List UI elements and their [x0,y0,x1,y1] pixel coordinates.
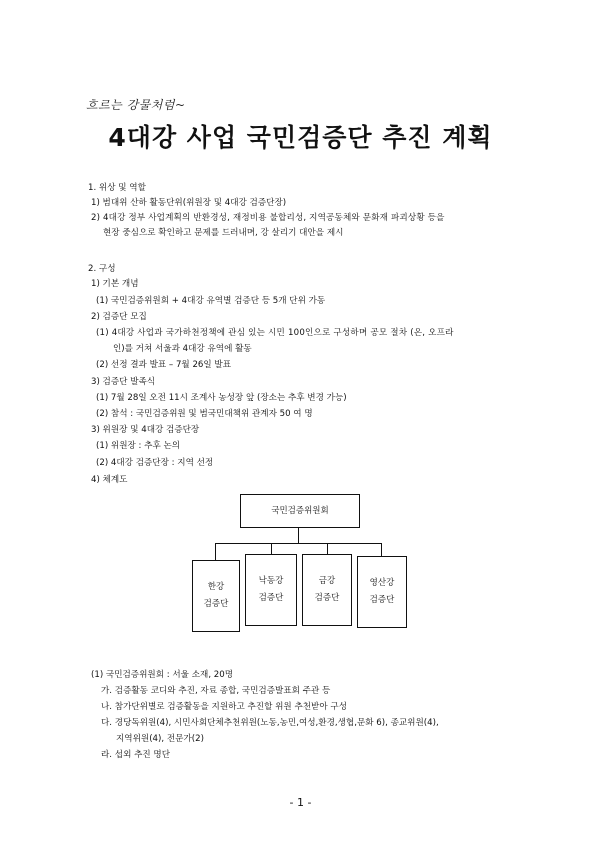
section-2-line: 인)를 거쳐 서울과 4대강 유역에 활동 [113,344,252,354]
org-child-suffix: 검증단 [203,599,229,609]
org-connector [327,543,328,554]
org-child-name: 금강 [318,576,336,586]
org-child-name: 한강 [207,582,225,592]
section-2-line: (2) 참석 : 국민검증위원 및 범국민대책위 관계자 50 여 명 [96,409,313,419]
committee-line: 라. 섭외 추진 명단 [101,750,171,760]
section-2-line: 4) 체계도 [91,475,128,485]
section-2-line: (1) 위원장 : 추후 논의 [96,441,181,451]
org-child-box [245,554,297,626]
org-child-suffix: 검증단 [369,595,395,605]
org-child-box [302,554,352,626]
committee-line: 다. 경당독위원(4), 시민사회단체추천위원(노동,농민,여성,환경,생협,문화 6), 종교위원(4), [101,718,439,728]
org-connector [381,543,382,556]
org-connector [215,543,216,560]
org-child-suffix: 검증단 [314,593,340,603]
section-2-line: 3) 위원장 및 4대강 검증단장 [91,425,200,435]
section-2-line: (1) 4대강 사업과 국가하천정책에 관심 있는 시민 100인으로 구성하며 공모 절차 (온, 오프라 [96,328,454,338]
committee-line: 나. 참가단위별로 검증활동을 지원하고 추진할 위원 추천받아 구성 [101,702,347,712]
page-title: 4대강 사업 국민검증단 추진 계획 [108,123,493,152]
org-child-suffix: 검증단 [258,593,284,603]
committee-line: (1) 국민검증위원회 : 서울 소재, 20명 [91,670,234,680]
org-root-box [240,494,360,528]
section-2-line: 2) 검증단 모집 [91,312,147,322]
section-2-heading: 2. 구성 [88,264,116,274]
section-1-item: 현장 중심으로 확인하고 문제를 드러내며, 강 살리기 대안을 제시 [103,228,344,238]
section-2-line: (1) 국민검증위원회 + 4대강 유역별 검증단 등 5개 단위 가동 [96,296,326,306]
section-2-line: (1) 7월 28일 오전 11시 조계사 농성장 앞 (장소는 추후 변경 가능) [96,393,347,403]
org-connector [298,527,299,543]
page-number: - 1 - [289,796,312,809]
committee-line: 가. 검증활동 코디와 추진, 자료 종합, 국민검증발표회 주관 등 [101,686,331,696]
org-child-name: 영산강 [369,578,395,588]
section-2-line: (2) 4대강 검증단장 : 지역 선정 [96,458,214,468]
section-2-line: (2) 선정 결과 발표 – 7월 26일 발표 [96,360,232,370]
committee-line: 지역위원(4), 전문가(2) [116,734,204,744]
org-connector [215,543,382,544]
section-2-line: 1) 기본 개념 [91,279,139,289]
section-1-item: 2) 4대강 정부 사업계획의 반환경성, 재정비용 불합리성, 지역공동체와 문화재 파괴상황 등을 [91,213,445,223]
org-child-box [192,560,240,632]
org-root-label: 국민검증위원회 [271,505,329,516]
org-connector [271,543,272,554]
slogan: 흐르는 강물처럼~ [86,98,186,112]
org-child-name: 낙동강 [258,576,284,586]
org-child-box [357,556,407,628]
section-1-item: 1) 범대위 산하 활동단위(위원장 및 4대강 검증단장) [91,198,287,208]
section-1-heading: 1. 위상 및 역할 [88,183,146,193]
section-2-line: 3) 검증단 발족식 [91,377,156,387]
